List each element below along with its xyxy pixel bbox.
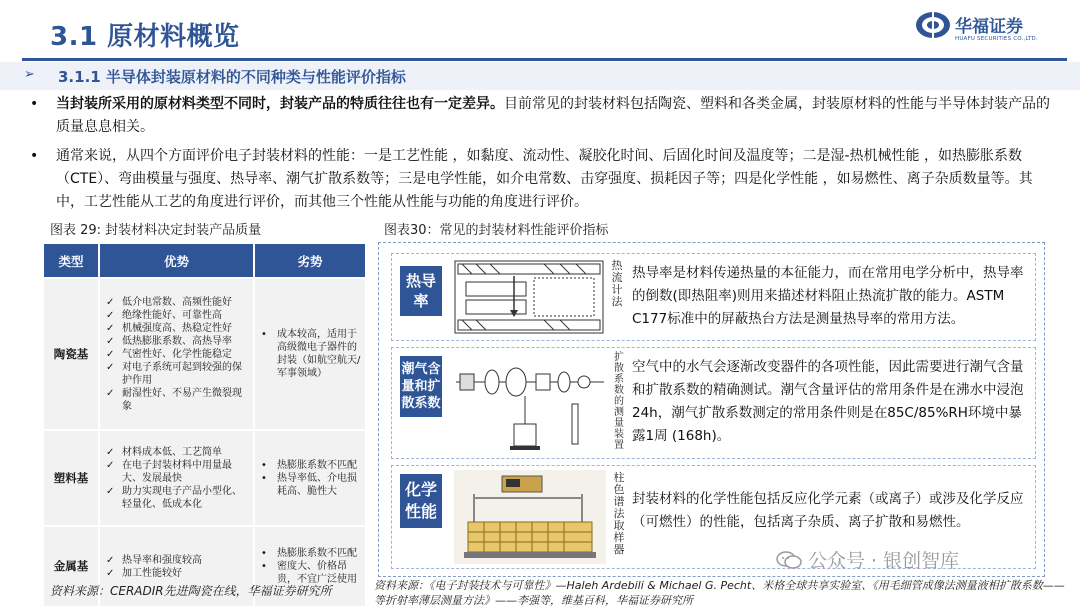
- material-type-cell: 陶瓷基: [44, 278, 99, 430]
- thermal-conductivity-row: [391, 253, 1036, 341]
- header-disadvantages: 劣势: [254, 244, 366, 278]
- diffusion-caption: 扩散系数的测量装置: [614, 352, 624, 451]
- bullet-icon: •: [261, 561, 267, 572]
- advantages-list: [100, 550, 253, 584]
- paragraph-1-text: 目前常见的封装材料包括陶瓷、塑料和各类金属，封装原材料的性能与半导体封装产品的质量息息相关。: [56, 96, 1050, 135]
- disadvantage-item-text: 热导率低、介电损耗高、脆性大: [277, 472, 357, 497]
- advantage-item-text: 绝缘性能好、可靠性高: [122, 309, 222, 321]
- bullet-icon: •: [261, 329, 267, 340]
- disadvantage-item-text: 热膨胀系数不匹配: [277, 459, 357, 471]
- diffusion-measurement-diagram: [454, 352, 606, 456]
- subheading-text: 3.1.1 半导体封装原材料的不同种类与性能评价指标: [58, 68, 406, 86]
- chemical-text: 封装材料的化学性能包括反应化学元素（或离子）或涉及化学反应（可燃性）的性能，包括离子杂质、离子扩散和易燃性。: [632, 491, 1024, 530]
- advantage-item: [106, 361, 249, 387]
- paragraph-1: [30, 93, 1060, 139]
- disadvantages-cell: [254, 278, 366, 430]
- figure-30-caption: 图表30：常见的封装材料性能评价指标: [384, 223, 609, 238]
- advantage-item-text: 耐湿性好、不易产生微裂现象: [122, 387, 242, 412]
- watermark-text: 公众号 · 银创智库: [808, 550, 960, 572]
- material-type-cell: 塑料基: [44, 430, 99, 526]
- bullet-icon: •: [261, 548, 267, 559]
- check-icon: ✓: [106, 485, 115, 497]
- watermark: [776, 546, 959, 573]
- logo-name: 华福证券: [955, 17, 1023, 37]
- thermal-conductivity-tag: 热导率: [400, 266, 442, 316]
- advantage-item: [106, 387, 249, 413]
- advantage-item-text: 在电子封装材料中用量最大、发展最快: [122, 459, 232, 484]
- wechat-icon: [776, 550, 802, 570]
- advantage-item-text: 气密性好、化学性能稳定: [122, 348, 232, 360]
- check-icon: ✓: [106, 567, 115, 579]
- advantage-item-text: 助力实现电子产品小型化、轻量化、低成本化: [122, 485, 242, 510]
- page-title: 3.1 原材料概览: [50, 22, 240, 52]
- check-icon: ✓: [106, 348, 115, 360]
- disadvantages-list: [255, 324, 365, 384]
- advantage-item-text: 加工性能较好: [122, 567, 182, 579]
- advantage-item: [106, 348, 249, 361]
- bullet-icon: •: [261, 472, 267, 484]
- table-header-row: [44, 244, 366, 278]
- advantage-item-text: 材料成本低、工艺简单: [122, 446, 222, 458]
- heat-flow-caption: 热流计法: [611, 259, 623, 308]
- material-comparison-table: [44, 244, 367, 606]
- figure-29-caption: 图表 29: 封装材料决定封装产品质量: [50, 223, 262, 238]
- advantage-item-text: 机械强度高、热稳定性好: [122, 322, 232, 334]
- advantage-item: [106, 296, 249, 309]
- header-advantages: 优势: [99, 244, 254, 278]
- thermal-conductivity-text: 热导率是材料传递热量的本征能力，而在常用电学分析中，热导率的倒数(即热阻率)则用来描述材料阻止热流扩散的能力。ASTM C177标准中的屏蔽热台方法是测量热导率的常用方法。: [632, 265, 1024, 327]
- logo-subtitle: HUAFU SECURITIES CO.,LTD.: [955, 36, 1038, 42]
- table-row: [44, 278, 366, 430]
- advantage-item: [106, 485, 249, 511]
- section-subheading: [0, 62, 1080, 90]
- advantage-item: [106, 309, 249, 322]
- disadvantages-list: [255, 455, 365, 502]
- disadvantage-item: [261, 328, 361, 380]
- advantages-list: [100, 292, 253, 417]
- material-type-cell: 金属基: [44, 526, 99, 606]
- check-icon: ✓: [106, 446, 115, 458]
- arrow-icon: ➢: [24, 67, 35, 82]
- advantage-item-text: 低介电常数、高频性能好: [122, 296, 232, 308]
- moisture-row: [391, 347, 1036, 459]
- disadvantage-item-text: 成本较高，适用于高级微电子器件的封装（如航空航天/军事领域）: [277, 329, 361, 379]
- disadvantage-item: [261, 472, 361, 498]
- advantage-item-text: 低热膨胀系数、高热导率: [122, 335, 232, 347]
- advantage-item-text: 热导率和强度较高: [122, 554, 202, 566]
- disadvantage-item: [261, 459, 361, 472]
- disadvantage-item: [261, 547, 361, 560]
- disadvantages-cell: [254, 430, 366, 526]
- paragraph-2-text: 通常来说，从四个方面评价电子封装材料的性能：一是工艺性能 ，如黏度、流动性、凝胶化时间、后固化时间及温度等；二是湿-热机械性能 ，如热膨胀系数（CTE）、弯曲模量与强度、热导率、潮气扩散系数等；三是电学性能，如介电常数、击穿强度、损耗因子等；四是化学性能 ，如易燃性、离子杂质数量等。其中，工艺性能从工艺的角度进行评价，而其他三个性能从性能与功能的角度进行评价。: [56, 148, 1033, 210]
- moisture-text: 空气中的水气会逐渐改变器件的各项性能，因此需要进行潮气含量和扩散系数的精确测试。潮气含量评估的常用条件是在沸水中浸泡24h，潮气扩散系数测定的常用条件则是在85C/85%RH环境中暴露1周 (168h)。: [632, 359, 1024, 444]
- advantage-item: [106, 446, 249, 459]
- advantage-item: [106, 322, 249, 335]
- check-icon: ✓: [106, 459, 115, 471]
- header-divider: [22, 58, 1067, 61]
- check-icon: ✓: [106, 322, 115, 334]
- advantage-item: [106, 567, 249, 580]
- paragraph-2: [30, 145, 1060, 214]
- check-icon: ✓: [106, 554, 115, 566]
- check-icon: ✓: [106, 309, 115, 321]
- advantages-list: [100, 442, 253, 515]
- check-icon: ✓: [106, 335, 115, 347]
- figure-30-source: 资料来源：《电子封装技术与可靠性》—Haleh Ardebili & Michael G. Pecht、米格全球共享实验室、《用毛细管成像法测量液相扩散系数——等折射率薄层测量方法》——李强等，维基百科，华福证券研究所: [374, 579, 1065, 607]
- bullet-icon: •: [30, 96, 39, 112]
- advantage-item: [106, 335, 249, 348]
- moisture-tag: 潮气含量和扩散系数: [400, 356, 442, 417]
- advantage-item: [106, 459, 249, 485]
- logo-icon: [915, 10, 951, 40]
- header-type: 类型: [44, 244, 99, 278]
- bullet-icon: •: [30, 148, 39, 164]
- column-sampler-image: [454, 470, 606, 564]
- advantages-cell: [99, 430, 254, 526]
- advantage-item-text: 对电子系统可起到较强的保护作用: [122, 361, 242, 386]
- figure-29-source: 资料来源：CERADIR先进陶瓷在线，华福证券研究所: [50, 584, 332, 598]
- disadvantage-item-text: 热膨胀系数不匹配: [277, 548, 357, 559]
- disadvantage-item-text: 密度大、价格昂贵，不宜广泛使用: [277, 561, 357, 585]
- heat-flow-meter-diagram: [454, 260, 604, 334]
- sampler-caption: 柱色谱法取样器: [613, 471, 625, 556]
- chemical-tag: 化学性能: [400, 474, 442, 528]
- bullet-icon: •: [261, 459, 267, 471]
- evaluation-panel: [378, 242, 1045, 577]
- check-icon: ✓: [106, 387, 115, 399]
- paragraph-1-bold: 当封装所采用的原材料类型不同时，封装产品的特质往往也有一定差异。: [56, 96, 504, 112]
- check-icon: ✓: [106, 296, 115, 308]
- check-icon: ✓: [106, 361, 115, 373]
- advantage-item: [106, 554, 249, 567]
- table-row: [44, 430, 366, 526]
- advantages-cell: [99, 278, 254, 430]
- company-logo: [915, 10, 1055, 50]
